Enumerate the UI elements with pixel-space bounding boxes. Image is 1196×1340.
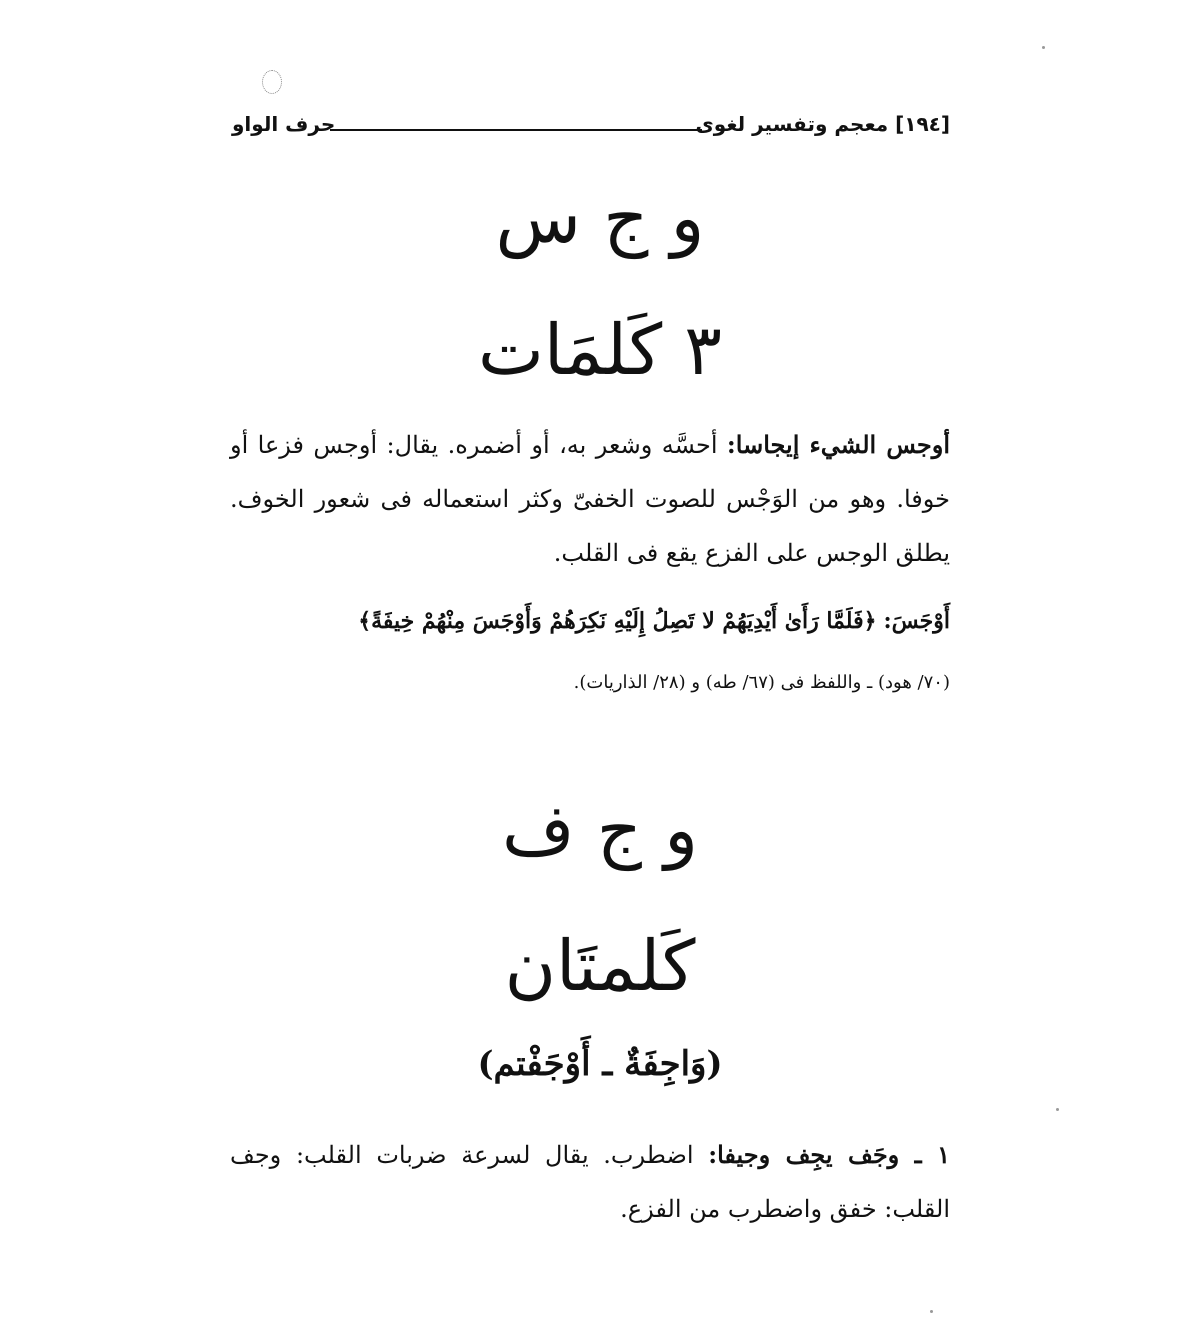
scan-speck bbox=[1042, 46, 1045, 49]
scan-speck bbox=[930, 1310, 933, 1313]
quote-lemma: أَوْجَسَ: bbox=[883, 608, 950, 634]
quote-verse: ﴿فَلَمَّا رَأَىٰ أَيْدِيَهُمْ لا تَصِلُ إِلَيْهِ نَكِرَهُمْ وَأَوْجَسَ مِنْهُمْ خِيفَةً﴾ bbox=[358, 608, 877, 634]
entry-awjasa bbox=[230, 418, 950, 580]
scan-speck bbox=[1056, 1108, 1059, 1111]
words-list: (وَاجِفَةٌ ـ أَوْجَفْتم) bbox=[477, 1044, 723, 1084]
word-count-heading: ٣ كَلمَات bbox=[477, 309, 723, 391]
root-heading-wjf: و ج ف bbox=[501, 789, 699, 871]
entry-lemma-2: ١ ـ وجَف يجِف وجيفا: bbox=[708, 1140, 951, 1169]
entry-lemma: أوجس الشيء إيجاسا: bbox=[726, 430, 951, 459]
letter-section-title: حرف الواو bbox=[232, 112, 336, 136]
entry-wajafa bbox=[230, 1128, 950, 1236]
quran-quote bbox=[230, 594, 950, 649]
word-count-heading-2: كَلمتَان bbox=[504, 925, 696, 1007]
running-header bbox=[232, 112, 950, 142]
verse-reference: (٧٠/ هود) ـ واللفظ فى (٦٧/ طه) و (٢٨/ الذاريات). bbox=[573, 672, 950, 693]
entry-definition-2: اضطرب. يقال لسرعة ضربات القلب: وجف القلب: خفق واضطرب من الفزع. bbox=[230, 1141, 950, 1223]
page-label: [١٩٤] معجم وتفسير لغوى bbox=[695, 112, 950, 136]
root-heading-wjs: و ج س bbox=[495, 177, 705, 259]
page-ornament bbox=[262, 70, 282, 94]
entry-definition: أحسَّه وشعر به، أو أضمره. يقال: أوجس فزعا أو خوفا. وهو من الوَجْس للصوت الخفىّ وكثر استعماله فى شعور الخوف. يطلق الوجس على الفزع يقع فى القلب. bbox=[230, 431, 950, 567]
header-rule bbox=[330, 129, 702, 131]
